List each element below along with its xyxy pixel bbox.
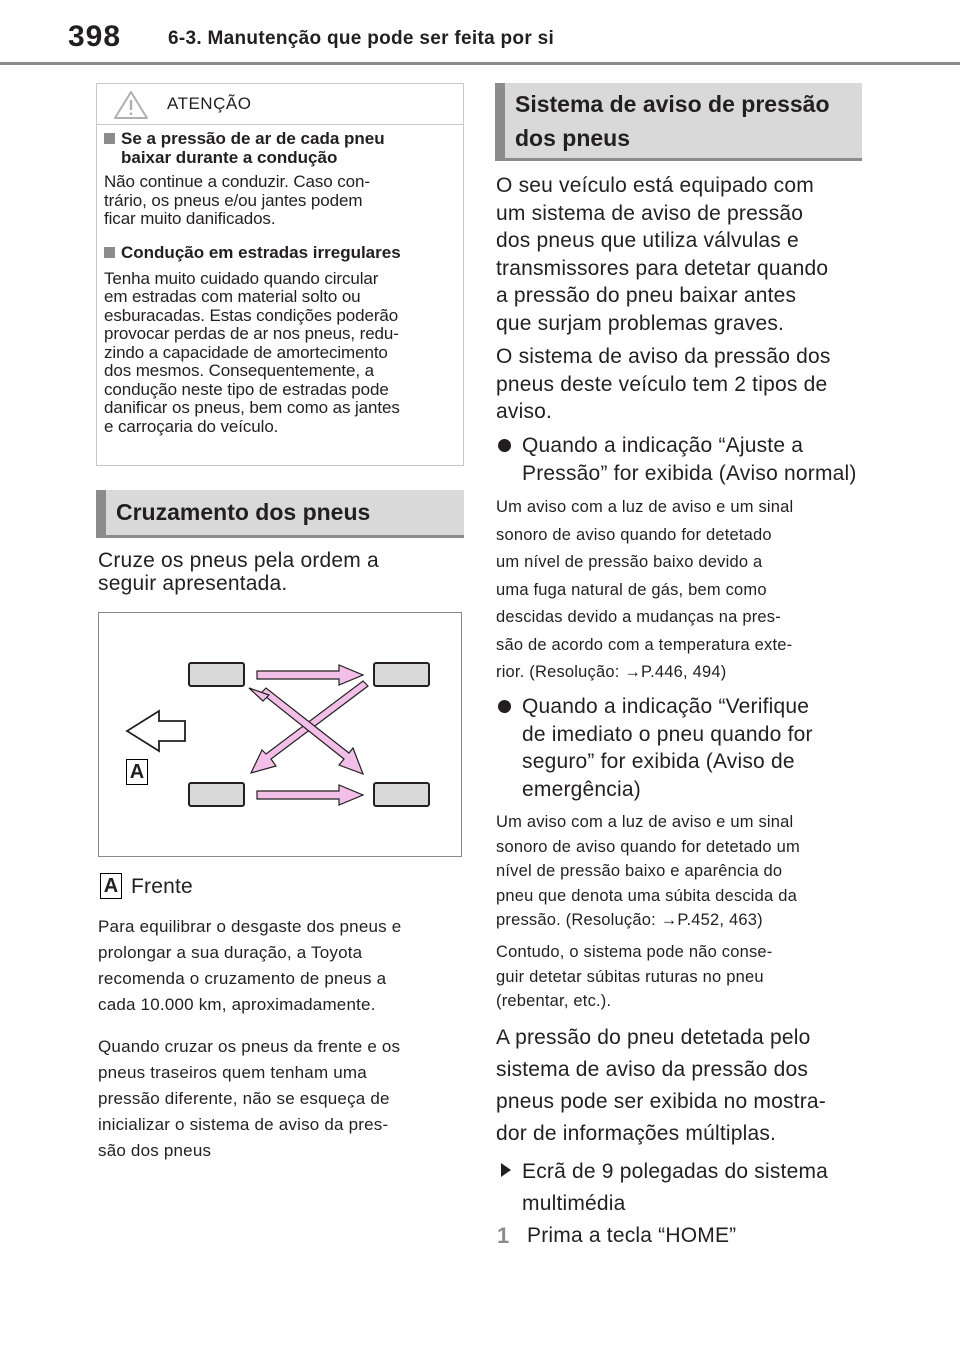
caution-text-line: condução neste tipo de estradas pode	[104, 379, 389, 399]
legend-label-a: A	[100, 873, 122, 899]
rotation-intro	[98, 549, 379, 595]
header-rule	[0, 62, 960, 65]
caution-text-line: trário, os pneus e/ou jantes podem	[104, 190, 363, 210]
text-line: aviso.	[496, 400, 553, 423]
text-line: pneus deste veículo tem 2 tipos de	[496, 372, 828, 396]
text-line: sonoro de aviso quando for detetado	[496, 525, 772, 544]
text-line: prolongar a sua duração, a Toyota	[98, 943, 363, 962]
text-line: Cruze os pneus pela ordem a	[98, 549, 379, 572]
label-a-box: A	[126, 759, 148, 785]
page-number: 398	[68, 20, 122, 53]
text-line: Pressão” for exibida (Aviso normal)	[522, 461, 857, 485]
bullet-1-heading	[522, 432, 857, 487]
text-line: Quando a indicação “Verifique	[522, 695, 810, 718]
warning-para-1	[496, 172, 828, 337]
text-line: pressão diferente, não se esqueça de	[98, 1089, 390, 1108]
caution-text-line: Tenha muito cuidado quando circular	[104, 268, 379, 288]
bullet-2-text	[496, 810, 800, 933]
rotation-diagram-svg	[99, 613, 463, 858]
text-line: guir detetar súbitas ruturas no pneu	[496, 967, 764, 986]
caution-text-line: danificar os pneus, bem como as jantes	[104, 398, 400, 417]
tire-front-right	[189, 783, 244, 806]
caution-title: ATENÇÃO	[167, 94, 252, 113]
text-line: a pressão do pneu baixar antes	[496, 284, 797, 307]
text-line: sistema de aviso da pressão dos	[496, 1058, 809, 1081]
section-heading-warning-system	[495, 83, 862, 161]
text-line: transmissores para detetar quando	[496, 256, 829, 280]
text-line: são dos pneus	[98, 1141, 212, 1160]
warning-triangle-icon	[113, 90, 149, 120]
text-line: nível de pressão baixo e aparência do	[496, 862, 783, 880]
caution-heading-line: Condução em estradas irregulares	[121, 242, 401, 262]
caution-heading-line: Se a pressão de ar de cada pneu	[121, 129, 385, 148]
subhead-multimedia	[522, 1156, 828, 1220]
text-line: seguir apresentada.	[98, 572, 288, 595]
caution-text-line: em estradas com material solto ou	[104, 287, 361, 306]
square-bullet-icon	[104, 133, 115, 144]
arrow-front-to-rear-top	[257, 665, 363, 685]
text-line: Um aviso com a luz de aviso e um sinal	[496, 813, 794, 831]
text-line: Contudo, o sistema pode não conse-	[496, 943, 773, 961]
text-line: pressão. (Resolução: →P.452, 463)	[496, 911, 763, 929]
text-line: um nível de pressão baixo devido a	[496, 553, 763, 571]
text-line: de imediato o pneu quando for	[522, 722, 813, 746]
section-heading-text: Sistema de aviso de pressão	[515, 91, 830, 117]
text-line: Quando cruzar os pneus da frente e os	[98, 1037, 401, 1056]
caution-text-line: e carroçaria do veículo.	[104, 416, 279, 436]
section-heading-text: dos pneus	[515, 125, 631, 151]
text-line: O seu veículo está equipado com	[496, 174, 814, 197]
text-line: rior. (Resolução: →P.446, 494)	[496, 663, 727, 681]
caution-text-line: zindo a capacidade de amortecimento	[104, 342, 388, 362]
text-line: seguro” for exibida (Aviso de	[522, 750, 795, 773]
text-line: dor de informações múltiplas.	[496, 1122, 777, 1145]
warning-note	[496, 940, 772, 1014]
text-line: dos pneus que utiliza válvulas e	[496, 229, 799, 252]
text-line: multimédia	[522, 1192, 626, 1215]
bullet-dot-icon	[498, 700, 511, 713]
warning-para-3	[496, 1022, 826, 1150]
text-line: são de acordo com a temperatura exte-	[496, 635, 793, 654]
caution-item-text	[104, 173, 451, 229]
text-line: inicializar o sistema de aviso da pres-	[98, 1115, 389, 1134]
tire-front-left	[189, 663, 244, 686]
rotation-para-1	[98, 914, 401, 1018]
caution-item-text	[104, 270, 451, 437]
bullet-1-text	[496, 494, 793, 687]
caution-text-line: dos mesmos. Consequentemente, a	[104, 361, 374, 380]
section-heading-rotation	[96, 490, 464, 538]
bullet-2-heading	[522, 693, 813, 803]
text-line: Quando a indicação “Ajuste a	[522, 434, 804, 457]
text-line: recomenda o cruzamento de pneus a	[98, 969, 387, 988]
caution-text-line: ficar muito danificados.	[104, 209, 276, 228]
caution-text-line: Não continue a conduzir. Caso con-	[104, 172, 370, 191]
text-line: pneus pode ser exibida no mostra-	[496, 1090, 826, 1113]
text-line: O sistema de aviso da pressão dos	[496, 345, 831, 368]
text-line: (rebentar, etc.).	[496, 992, 612, 1010]
play-triangle-icon	[500, 1162, 512, 1178]
legend-text: Frente	[131, 875, 193, 898]
section-heading-text: Cruzamento dos pneus	[116, 499, 371, 525]
text-line: emergência)	[522, 777, 641, 801]
caution-item-heading	[104, 243, 451, 262]
text-line: que surjam problemas graves.	[496, 311, 785, 335]
tire-rotation-diagram	[98, 612, 462, 857]
text-line: uma fuga natural de gás, bem como	[496, 580, 767, 599]
text-line: Ecrã de 9 polegadas do sistema	[522, 1160, 829, 1183]
text-line: Um aviso com a luz de aviso e um sinal	[496, 498, 794, 516]
step-text: Prima a tecla “HOME”	[527, 1224, 737, 1247]
caution-item-heading	[104, 129, 451, 167]
caution-box	[96, 83, 464, 466]
text-line: Para equilibrar o desgaste dos pneus e	[98, 917, 402, 936]
section-title: 6-3. Manutenção que pode ser feita por si	[168, 28, 555, 49]
caution-header	[97, 84, 463, 125]
tire-rear-left	[374, 663, 429, 686]
text-line: A pressão do pneu detetada pelo	[496, 1026, 811, 1049]
rotation-para-2	[98, 1034, 400, 1164]
bullet-dot-icon	[498, 439, 511, 452]
caution-body	[97, 125, 463, 436]
caution-text-line: provocar perdas de ar nos pneus, redu-	[104, 324, 399, 343]
square-bullet-icon	[104, 247, 115, 258]
text-line: cada 10.000 km, aproximadamente.	[98, 995, 376, 1014]
text-line: pneus traseiros quem tenham uma	[98, 1063, 367, 1082]
text-line: um sistema de aviso de pressão	[496, 201, 804, 225]
step-number: 1	[497, 1223, 510, 1248]
text-line: sonoro de aviso quando for detetado um	[496, 837, 800, 856]
text-line: descidas devido a mudanças na pres-	[496, 608, 781, 626]
front-direction-arrow	[127, 711, 185, 751]
arrow-front-to-rear-bottom	[257, 785, 363, 805]
caution-heading-line: baixar durante a condução	[121, 148, 338, 167]
warning-para-2	[496, 343, 831, 426]
caution-text-line: esburacadas. Estas condições poderão	[104, 305, 399, 325]
tire-rear-right	[374, 783, 429, 806]
text-line: pneu que denota uma súbita descida da	[496, 886, 797, 905]
